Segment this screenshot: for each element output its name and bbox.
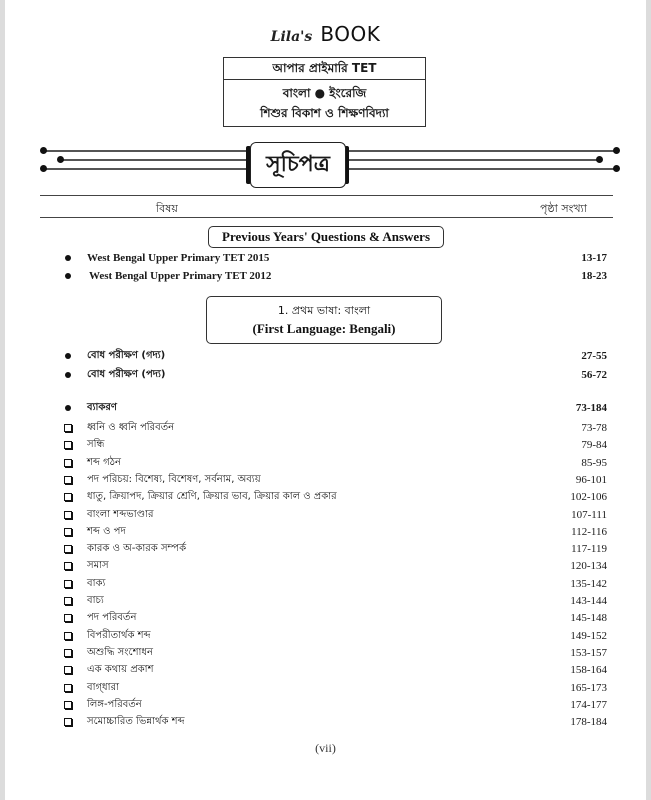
bullet-icon [62, 267, 74, 286]
toc-entry-pages: 73-184 [575, 402, 607, 414]
brand-name: BOOK [320, 22, 381, 46]
toc-entry-pages: 18-23 [581, 270, 607, 282]
brand-script: Lila's [270, 29, 313, 45]
toc-entry[interactable] [62, 471, 607, 489]
toc-entry-label: বাগ্‌ধারা [87, 681, 119, 693]
toc-entry-pages: 149-152 [570, 629, 607, 642]
toc-entry-label: পদ পরিবর্তন [87, 612, 137, 624]
toc-entry[interactable] [62, 661, 607, 679]
bullet-icon [62, 399, 74, 418]
toc-entry-label: বাচ্য [87, 595, 104, 606]
toc-entry[interactable] [62, 609, 607, 627]
toc-entry-pages: 174-177 [570, 698, 607, 711]
ornament-dot [596, 156, 603, 163]
toc-entry-label: লিঙ্গ-পরিবর্তন [87, 698, 142, 710]
toc-entry[interactable] [62, 679, 607, 697]
page-title: সূচিপত্র [250, 142, 346, 188]
toc-entry-label: West Bengal Upper Primary TET 2015 [87, 252, 270, 264]
toc-entry-pages: 117-119 [571, 543, 607, 556]
ornament-dot [613, 147, 620, 154]
section-title-bengali-line1: 1. প্রথম ভাষা: বাংলা [277, 304, 371, 317]
toc-entry[interactable] [62, 419, 607, 437]
toc-entry[interactable] [62, 249, 607, 267]
page-edge-left [0, 0, 5, 800]
bullet-icon [62, 366, 74, 385]
toc-entry-pages: 73-78 [581, 422, 607, 434]
toc-entry-pages: 135-142 [570, 577, 607, 590]
toc-entry-pages: 85-95 [581, 456, 607, 469]
toc-entry-label: বোধ পরীক্ষণ (পদ্য) [87, 369, 166, 380]
toc-entry-pages: 79-84 [581, 439, 607, 452]
toc-entry[interactable] [62, 366, 607, 384]
toc-entry[interactable] [62, 713, 607, 731]
toc-entry-label: বাংলা শব্দভাণ্ডার [87, 508, 154, 520]
toc-entry[interactable] [62, 575, 607, 593]
column-header-pages: পৃষ্ঠা সংখ্যা [540, 202, 587, 215]
toc-entry-pages: 102-106 [570, 491, 607, 504]
toc-entry-label: West Bengal Upper Primary TET 2012 [89, 270, 272, 282]
toc-entry-label: অশুদ্ধি সংশোধন [87, 646, 153, 658]
toc-entry[interactable] [62, 540, 607, 558]
toc-entry-pages: 112-116 [571, 525, 607, 538]
toc-entry[interactable] [62, 557, 607, 575]
toc-entry[interactable] [62, 627, 607, 645]
section-title-bengali [206, 296, 442, 344]
toc-entry[interactable] [62, 347, 607, 365]
ornament-dot [40, 147, 47, 154]
toc-entry[interactable] [62, 592, 607, 610]
toc-entry-label: এক কথায় প্রকাশ [87, 664, 154, 676]
ornament-dot [57, 156, 64, 163]
toc-entry[interactable] [62, 267, 607, 285]
toc-entry-pages: 13-17 [581, 252, 607, 264]
toc-entry-label: পদ পরিচয়: বিশেষ্য, বিশেষণ, সর্বনাম, অব্যয় [87, 473, 261, 485]
toc-entry-label: কারক ও অ-কারক সম্পর্ক [87, 543, 187, 555]
bullet-icon [62, 347, 74, 366]
toc-entry[interactable] [62, 644, 607, 662]
toc-entry[interactable] [62, 436, 607, 454]
toc-entry-label: ধ্বনি ও ধ্বনি পরিবর্তন [87, 422, 175, 433]
toc-entry-pages: 56-72 [581, 369, 607, 381]
toc-entry-pages: 145-148 [570, 612, 607, 625]
table-header-bottom-rule [40, 217, 613, 218]
toc-entry[interactable] [62, 488, 607, 506]
ornament-dot [40, 165, 47, 172]
book-title-line3: শিশুর বিকাশ ও শিক্ষণবিদ্যা [260, 106, 389, 120]
table-header-top-rule [40, 195, 613, 196]
toc-entry-label: শব্দ ও পদ [87, 525, 126, 537]
book-title-line2: বাংলা ● ইংরেজি [282, 86, 367, 100]
toc-entry-pages: 143-144 [570, 595, 607, 607]
page-number: (vii) [315, 741, 336, 755]
toc-entry-label: ধাতু, ক্রিয়াপদ, ক্রিয়ার শ্রেণি, ক্রিয়ার ভাব, ক্রিয়ার কাল ও প্রকার [87, 491, 337, 503]
toc-entry-label: বাক্য [87, 577, 106, 589]
toc-entry-label: সন্ধি [87, 439, 105, 451]
toc-entry[interactable] [62, 506, 607, 524]
book-title-line1: আপার প্রাইমারি TET [224, 58, 425, 80]
toc-entry-pages: 120-134 [570, 560, 607, 573]
toc-entry[interactable] [62, 696, 607, 714]
section-title-pyq: Previous Years' Questions & Answers [208, 226, 444, 248]
column-header-subject: বিষয় [156, 202, 178, 215]
checkbox-icon [62, 713, 74, 733]
toc-entry-label: সমোচ্চারিত ভিন্নার্থক শব্দ [87, 716, 185, 728]
section-title-bengali-line2: (First Language: Bengali) [252, 321, 396, 336]
toc-entry[interactable] [62, 454, 607, 472]
toc-entry-pages: 178-184 [570, 716, 607, 729]
toc-entry-grammar[interactable] [62, 399, 607, 417]
ornament-dot [613, 165, 620, 172]
brand-logo [0, 22, 651, 46]
toc-entry-label: বিপরীতার্থক শব্দ [87, 629, 151, 641]
toc-entry[interactable] [62, 523, 607, 541]
toc-entry-label: বোধ পরীক্ষণ (গদ্য) [87, 350, 166, 361]
bullet-icon [62, 249, 74, 268]
toc-entry-label: সমাস [87, 560, 109, 572]
toc-entry-label: শব্দ গঠন [87, 456, 121, 468]
toc-entry-pages: 107-111 [571, 508, 607, 521]
toc-heading-ornament [40, 138, 620, 193]
toc-entry-pages: 158-164 [570, 664, 607, 677]
toc-entry-pages: 27-55 [581, 350, 607, 362]
page-edge-right [646, 0, 651, 800]
toc-entry-pages: 165-173 [570, 681, 607, 694]
book-title-box [223, 57, 426, 127]
toc-entry-pages: 153-157 [570, 646, 607, 659]
toc-entry-pages: 96-101 [575, 473, 607, 486]
toc-entry-label: ব্যাকরণ [87, 402, 117, 413]
